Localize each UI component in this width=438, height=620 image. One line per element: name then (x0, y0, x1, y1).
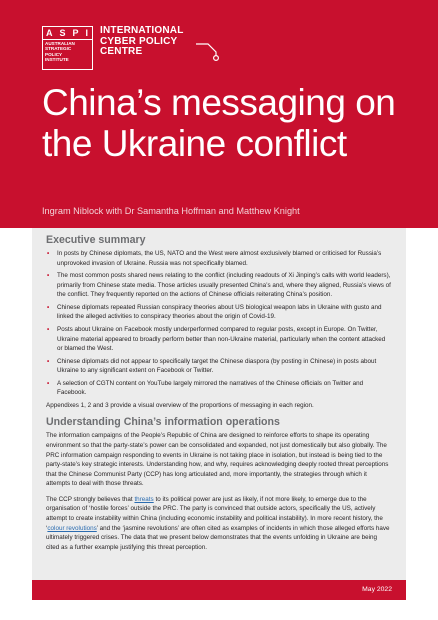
page-title: China’s messaging on the Ukraine conflict (42, 82, 396, 165)
paragraph-text: to its political power are just as likely, if not more likely, to emerge due to the organisation of ‘hostile forces’ outside the PRC. The party is convinced that outside actors, specifically the US, actively attempt to create instability within China (including economic instability and political instability). In more recent history, the ‘ (46, 495, 383, 532)
list-item (46, 379, 392, 398)
summary-panel (32, 228, 406, 580)
icpc-line: INTERNATIONAL (100, 25, 184, 36)
paragraph-text: The CCP strongly believes that (46, 495, 135, 503)
understanding-paragraph-1: The information campaigns of the People’s Republic of China are designed to reinforce efforts to shape its operating environment so that the party-state’s power can be consolidated and expanded, not just domestically but also globally. The PRC information campaign responding to events in Ukraine is not taking place in isolation, but instead is being tied to the party-state’s key strategic interests. Understanding how, and why, requires acknowledging deeply rooted threat perceptions that the Chinese Communist Party (CCP) has long articulated and, more importantly, the strategies through which it attempts to deal with those threats. (46, 432, 389, 488)
aspi-name-line: STRATEGIC (45, 46, 72, 52)
list-item (46, 249, 392, 268)
publication-date: May 2022 (362, 586, 392, 593)
aspi-logo (42, 26, 93, 70)
paragraph-text: ’ and the ‘jasmine revolutions’ are often cited as examples of incidents in which those alleged efforts have ultimately triggered crises. The data that we present below demonstrates that the events unfolding in Ukraine are being cited as a further example justifying this threat perception. (46, 524, 390, 551)
bullet-icon: • (47, 325, 50, 333)
bullet-text: Chinese diplomats repeated Russian conspiracy theories about US biological weapon labs in Ukraine with gusto and linked the alleged activities to conspiracy theories about the origin of Covid-19. (57, 303, 382, 321)
icpc-line: CENTRE (100, 46, 143, 57)
aspi-name-line: INSTITUTE (45, 56, 69, 62)
aspi-name-line: POLICY (45, 51, 63, 57)
list-item (46, 357, 392, 376)
bullet-text: Posts about Ukraine on Facebook mostly underperformed compared to regular posts, except in Europe. On Twitter, Ukraine material appeared to broadly perform better than non-Ukraine material, particularly when the content attacked or blamed the West. (57, 325, 386, 353)
bullet-text: Chinese diplomats did not appear to specifically target the Chinese diaspora (by posting in Chinese) in posts about Ukraine to any significant extent on Facebook or Twitter. (57, 357, 377, 375)
circuit-icon (196, 40, 222, 62)
list-item (46, 271, 392, 300)
icpc-logo (100, 26, 184, 58)
bullet-text: The most common posts shared news relating to the conflict (including readouts of Xi Jinping’s calls with world leaders), primarily from Chinese state media. Those articles usually presented China’s and, where they aligned, Russia’s views of the conflict. They frequently reported on the actions of Chinese officials reiterating China’s position. (57, 272, 391, 299)
understanding-paragraph-2 (46, 495, 392, 552)
colour-revolutions-link[interactable]: colour revolutions (47, 524, 97, 532)
aspi-letter: I (85, 28, 89, 38)
bullet-icon: • (47, 379, 50, 387)
aspi-icpc-logo (42, 26, 184, 70)
bullet-icon: • (47, 357, 50, 365)
aspi-letter: S (59, 28, 67, 38)
bullet-text: A selection of CGTN content on YouTube largely mirrored the narratives of the Chinese officials on Twitter and Facebook. (57, 379, 364, 397)
executive-summary-heading: Executive summary (46, 234, 146, 246)
bullet-icon: • (47, 303, 50, 311)
bullet-icon: • (47, 272, 50, 280)
icpc-line: CYBER POLICY (100, 35, 178, 47)
date-band (32, 580, 406, 600)
cover-header (0, 0, 438, 228)
aspi-letters (43, 27, 92, 39)
bullet-icon: • (47, 250, 50, 257)
summary-bullets (46, 249, 392, 398)
aspi-letter: A (45, 28, 54, 38)
threats-link[interactable]: threats (134, 495, 154, 503)
aspi-full-name (43, 39, 92, 69)
aspi-name-line: AUSTRALIAN (45, 41, 75, 46)
appendix-note: Appendixes 1, 2 and 3 provide a visual overview of the proportions of messaging in each region. (46, 401, 314, 409)
authors: Ingram Niblock with Dr Samantha Hoffman and Matthew Knight (42, 206, 300, 216)
bullet-text: In posts by Chinese diplomats, the US, NATO and the West were almost exclusively blamed or criticised for Russia’s unprovoked invasion of Ukraine. Russia was not specifically blamed. (57, 250, 382, 267)
list-item (46, 303, 392, 322)
list-item (46, 325, 392, 354)
aspi-letter: P (72, 28, 80, 38)
understanding-heading: Understanding China’s information operations (46, 416, 280, 429)
